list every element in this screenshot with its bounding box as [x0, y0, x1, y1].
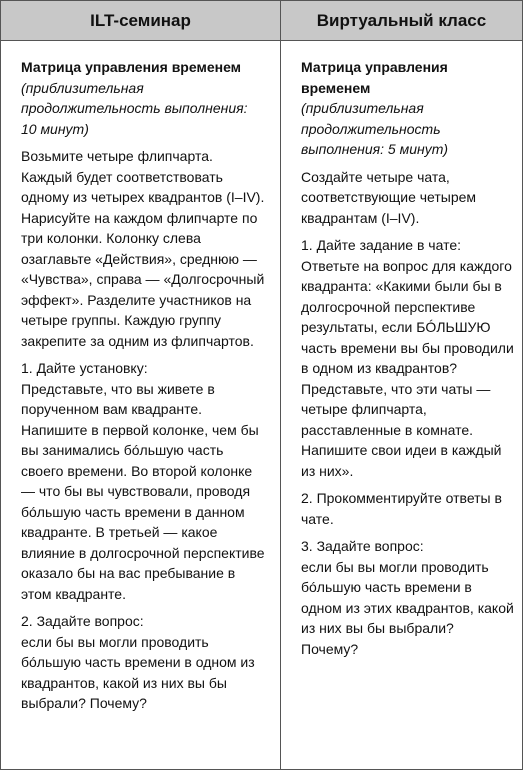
- ilt-title: Матрица управления временем: [21, 59, 242, 75]
- virtual-step1: [301, 235, 514, 481]
- virtual-column: [281, 41, 522, 769]
- virtual-step1-text: Ответьте на вопрос для каждого квадранта: «Какими были бы в долгосрочной перспективе результаты, если БÓЛЬШУЮ часть времени вы бы проводили в одном из квадрантов? Представьте, что эти чаты — четыре флипчарта, расставленные в комнате. Напишите свои идеи в каждый из них».: [301, 257, 514, 479]
- ilt-step2: [21, 611, 266, 714]
- virtual-intro: Создайте четыре чата, соответствующие четырем квадрантам (I–IV).: [301, 168, 477, 226]
- virtual-step3-head: 3. Задайте вопрос:: [301, 538, 424, 554]
- virtual-step1-head: 1. Дайте задание в чате:: [301, 237, 462, 253]
- ilt-step2-head: 2. Задайте вопрос:: [21, 613, 144, 629]
- ilt-duration-note: (приблизительная продолжительность выполнения: 10 минут): [21, 79, 248, 137]
- ilt-intro: Возьмите четыре флипчарта. Каждый будет соответствовать одному из четырех квадрантов (I–IV). Нарисуйте на каждом флипчарте по три колонки. Колонку слева озаглавьте «Действия», среднюю — «Чувства», справа — «Долгосрочный эффект». Разделите участников на четыре группы. Каждую группу закрепите за одним из флипчартов.: [21, 148, 265, 349]
- header-ilt-seminar: ILT-семинар: [1, 1, 281, 41]
- virtual-step3-text: если бы вы могли проводить бóльшую часть времени в одном из этих квадрантов, какой из них вы бы выбрали? Почему?: [301, 558, 514, 657]
- ilt-step1: [21, 358, 266, 604]
- ilt-column: [1, 41, 281, 769]
- ilt-step1-text: Представьте, что вы живете в порученном вам квадранте. Напишите в первой колонке, чем бы вы занимались бóльшую часть своего времени. Во второй колонке — что бы вы чувствовали, проводя бóльшую часть времени в данном квадранте. В третьей — какое влияние в долгосрочной перспективе оказало бы на вас пребывание в этом квадранте.: [21, 380, 265, 602]
- virtual-step3: [301, 536, 514, 659]
- virtual-step2: 2. Прокомментируйте ответы в чате.: [301, 490, 502, 527]
- ilt-step2-text: если бы вы могли проводить бóльшую часть времени в одном из квадрантов, какой из них вы бы выбрали? Почему?: [21, 633, 255, 711]
- ilt-step1-head: 1. Дайте установку:: [21, 360, 148, 376]
- header-virtual-class: Виртуальный класс: [281, 1, 522, 41]
- virtual-title: Матрица управления временем: [301, 59, 448, 96]
- virtual-duration-note: (приблизительная продолжительность выполнения: 5 минут): [301, 100, 449, 157]
